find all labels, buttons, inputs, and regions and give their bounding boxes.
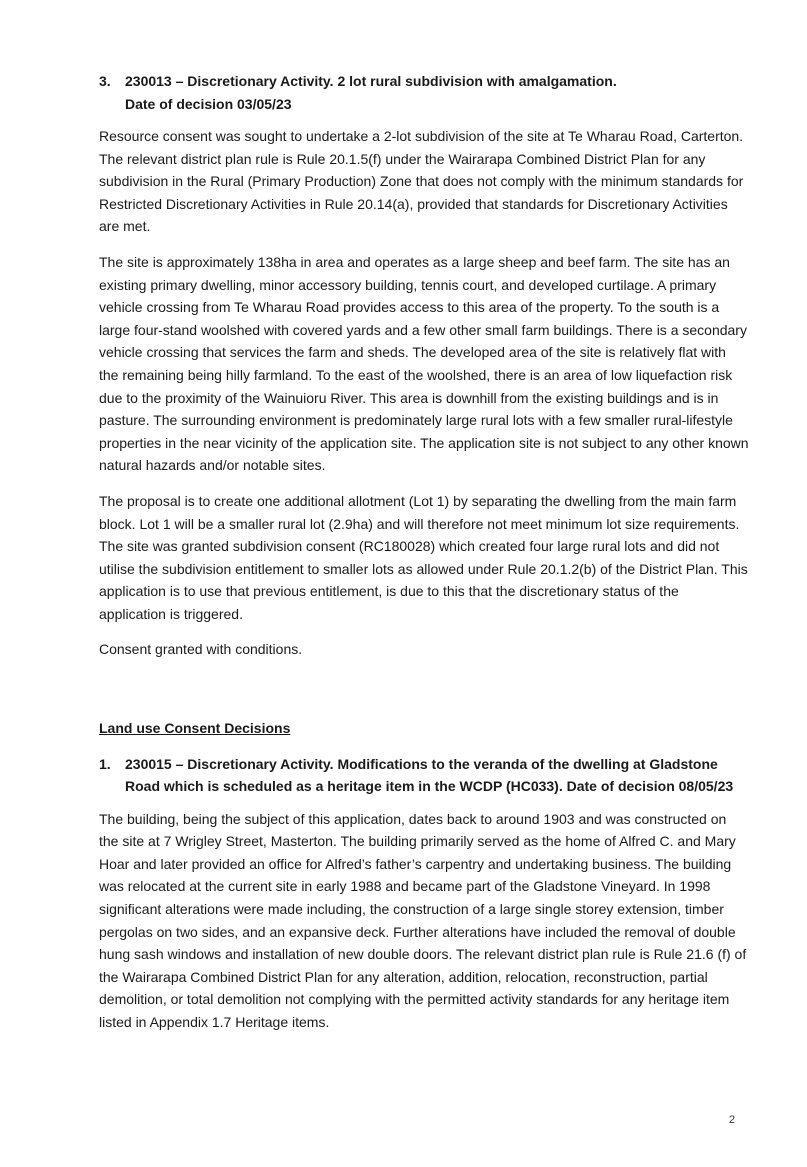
- decision-3-decision-date: Date of decision 03/05/23: [125, 95, 292, 112]
- decision-3-outcome: Consent granted with conditions.: [99, 641, 303, 658]
- decision-3-title: [125, 70, 749, 115]
- decision-1-title: [125, 753, 749, 798]
- decision-3-paragraph-2: The site is approximately 138ha in area and operates as a large sheep and beef farm. The site has an existing primary dwelling, minor accessory building, tennis court, and developed curtilage. A primary vehicle crossing from Te Wharau Road provides access to this area of the property. To the south is a large four-stand woolshed with covered yards and a few other small farm buildings. There is a secondary vehicle crossing that services the farm and sheds. The developed area of the site is relatively flat with the remaining being hilly farmland. To the east of the woolshed, there is an area of low liquefaction risk due to the proximity of the Wainuioru River. This area is downhill from the existing buildings and is in pasture. The surrounding environment is predominately large rural lots with a few smaller rural-lifestyle properties in the near vicinity of the application site. The application site is not subject to any other known natural hazards and/or notable sites.: [99, 253, 749, 474]
- decision-3-paragraph-3: The proposal is to create one additional allotment (Lot 1) by separating the dwelling from the main farm block. Lot 1 will be a smaller rural lot (2.9ha) and will therefore not meet minimum lot size requirements. The site was granted subdivision consent (RC180028) which created four large rural lots and did not utilise the subdivision entitlement to smaller lots as allowed under Rule 20.1.2(b) of the District Plan. This application is to use that previous entitlement, is due to this that the discretionary status of the application is triggered.: [99, 492, 748, 622]
- decision-1-heading: [99, 753, 749, 798]
- decision-1-number: 1.: [99, 755, 111, 772]
- decision-3-title-line1: 230013 – Discretionary Activity. 2 lot rural subdivision with amalgamation.: [125, 73, 617, 89]
- decision-1-title-line1: 230015 – Discretionary Activity. Modifications to the veranda of the dwelling at Gladstone: [125, 755, 718, 772]
- decision-1-paragraph-1: The building, being the subject of this application, dates back to around 1903 and was constructed on the site at 7 Wrigley Street, Masterton. The building primarily served as the home of Alfred C. and Mary Hoar and later provided an office for Alfred’s father’s carpentry and undertaking business. The building was relocated at the current site in early 1988 and became part of the Gladstone Vineyard. In 1998 significant alterations were made including, the construction of a large single storey extension, timber pergolas on two sides, and an expansive deck. Further alterations have included the removal of double hung sash windows and installation of new double doors. The relevant district plan rule is Rule 21.6 (f) of the Wairarapa Combined District Plan for any alteration, addition, relocation, reconstruction, partial demolition, or total demolition not complying with the permitted activity standards for any heritage item listed in Appendix 1.7 Heritage items.: [99, 810, 747, 1030]
- decision-1-title-line2: Road which is scheduled as a heritage item in the WCDP (HC033). Date of decision 08/05/23: [125, 778, 734, 795]
- land-use-section-heading: Land use Consent Decisions: [99, 720, 291, 737]
- page-number: 2: [728, 1114, 735, 1126]
- decision-3-paragraph-1: Resource consent was sought to undertake a 2-lot subdivision of the site at Te Wharau Road, Carterton. The relevant district plan rule is Rule 20.1.5(f) under the Wairarapa Combined District Plan for any subdivision in the Rural (Primary Production) Zone that does not comply with the minimum standards for Restricted Discretionary Activities in Rule 20.14(a), provided that standards for Discretionary Activities are met.: [99, 128, 744, 235]
- decision-3-number: 3.: [99, 73, 111, 89]
- document-page: [99, 70, 749, 1034]
- decision-3-heading: [99, 70, 749, 115]
